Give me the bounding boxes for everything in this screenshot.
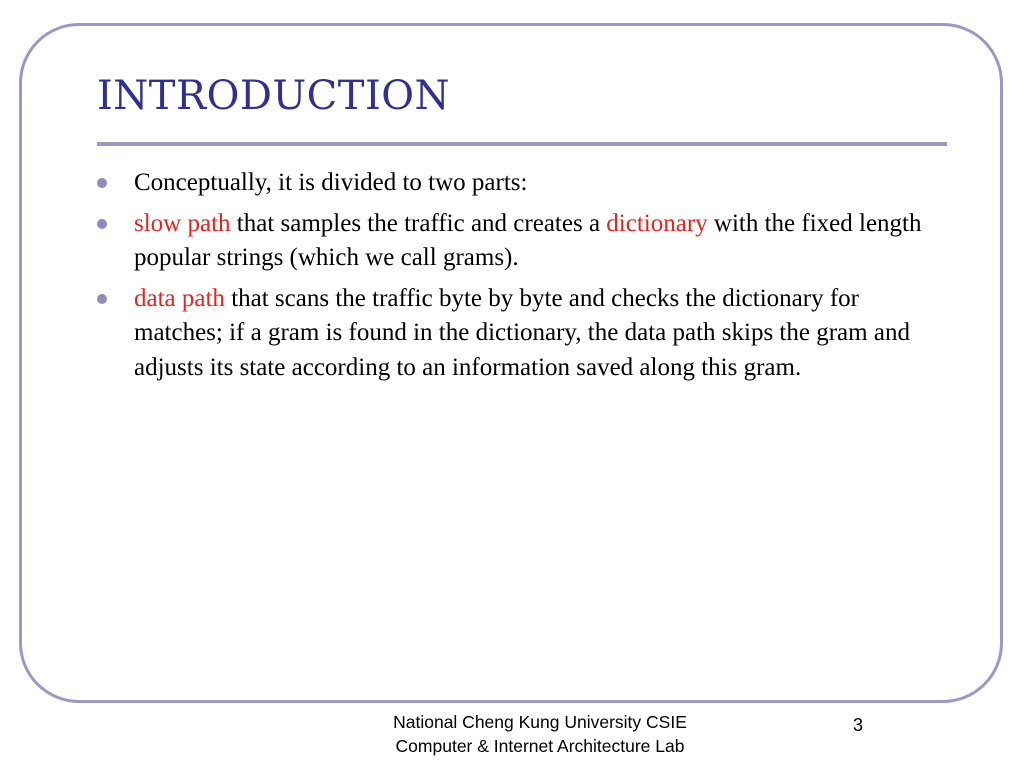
bullet-dot-icon: [97, 294, 107, 304]
bullet-dot-icon: [97, 178, 107, 188]
bullet-text-plain: that scans the traffic byte by byte and checks the dictionary for matches; if a gram is found in the dictionary, the data path skips the gram and adjusts its state according to an information saved along this gram.: [134, 284, 910, 381]
highlight-term-data-path: data path: [134, 284, 225, 312]
bullet-text-plain: with the fixed length popular strings (which we call grams).: [134, 209, 922, 271]
bullet-item: [96, 207, 946, 276]
highlight-term-dictionary: dictionary: [606, 209, 708, 237]
title-divider: [97, 142, 947, 146]
bullet-item: [96, 166, 946, 201]
footer-institution: National Cheng Kung University CSIE: [393, 712, 687, 732]
bullet-list: [96, 166, 946, 391]
page-number: 3: [852, 715, 863, 735]
bullet-text-plain: Conceptually, it is divided to two parts:: [134, 169, 528, 196]
bullet-item: [96, 282, 946, 386]
bullet-dot-icon: [97, 219, 107, 229]
page-title: INTRODUCTION: [97, 73, 451, 119]
bullet-text-plain: that samples the traffic and creates a: [230, 209, 607, 237]
highlight-term-slow-path: slow path: [134, 209, 231, 237]
footer: [340, 710, 740, 758]
footer-lab: Computer & Internet Architecture Lab: [395, 736, 685, 756]
